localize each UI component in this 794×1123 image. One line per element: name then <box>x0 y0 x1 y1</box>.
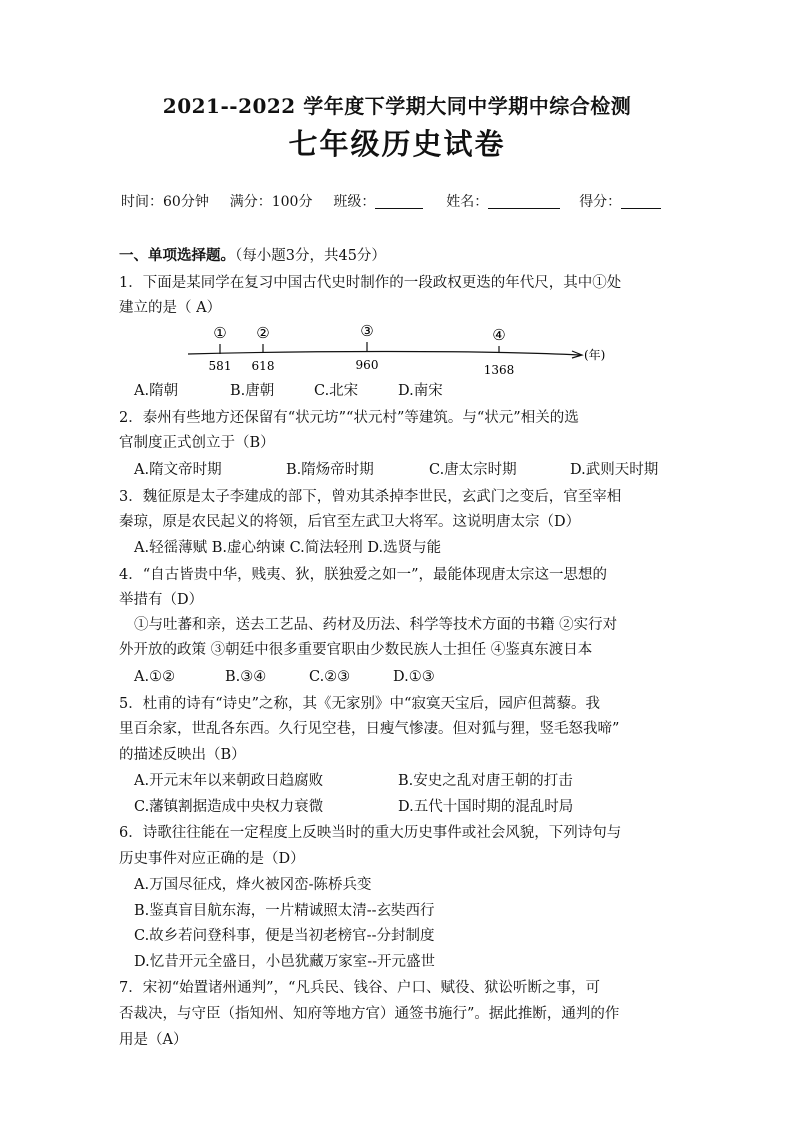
timeline-year: 1368 <box>483 363 515 377</box>
option: A.隋文帝时期 <box>134 462 222 478</box>
q1-line1: 1．下面是某同学在复习中国古代史时制作的一段政权更迭的年代尺，其中①处 <box>119 275 622 291</box>
score-blank <box>621 194 661 209</box>
q5-line3: 的描述反映出（B） <box>119 747 246 763</box>
class-label: 班级： <box>333 194 376 210</box>
q6-option: B.鉴真盲目航东海，一片精诚照太清--玄奘西行 <box>134 903 435 919</box>
section-heading <box>119 246 679 266</box>
q6-option: D.忆昔开元全盛日，小邑犹藏万家室--开元盛世 <box>134 954 436 970</box>
timeline-marker-label: ① <box>213 324 227 342</box>
name-blank <box>488 194 560 209</box>
option: D.南宋 <box>398 383 443 399</box>
option: D.①③ <box>393 669 435 685</box>
q3-line1: 3．魏征原是太子李建成的部下，曾劝其杀掉李世民，玄武门之变后，官至宰相 <box>119 489 622 505</box>
section-note: （每小题3分，共45分） <box>235 248 386 264</box>
timeline-unit: (年) <box>584 348 606 362</box>
timeline-axis <box>188 352 580 356</box>
option: C.②③ <box>309 669 351 685</box>
option: B.安史之乱对唐王朝的打击 <box>398 773 573 789</box>
q5-options-row2 <box>134 797 694 817</box>
exam-info-row <box>121 191 681 211</box>
option: A.开元末年以来朝政日趋腐败 <box>134 773 324 789</box>
section-title: 一、单项选择题。 <box>119 247 235 264</box>
q6-option: C.故乡若问登科事，便是当初老榜官--分封制度 <box>134 928 435 944</box>
q4-line3: ①与吐蕃和亲，送去工艺品、药材及历法、科学等技术方面的书籍 ②实行对 <box>134 617 618 633</box>
q4-line1: 4．“自古皆贵中华，贱夷、狄，朕独爱之如一”，最能体现唐太宗这一思想的 <box>119 567 608 583</box>
timeline-marker-label: ③ <box>360 322 374 340</box>
time-limit: 时间：60分钟 <box>121 194 209 210</box>
option: D.五代十国时期的混乱时局 <box>398 799 574 815</box>
timeline-marker-label: ④ <box>492 326 506 344</box>
option: A.①② <box>134 669 176 685</box>
option: B.③④ <box>225 669 267 685</box>
option: C.藩镇割据造成中央权力衰微 <box>134 799 324 815</box>
name-label: 姓名： <box>446 194 489 210</box>
q2-options <box>134 460 694 480</box>
q7-line1: 7．宋初“始置诸州通判”，“凡兵民、钱谷、户口、赋役、狱讼听断之事，可 <box>119 980 600 996</box>
q7-line3: 用是（A） <box>119 1032 188 1048</box>
score-label: 得分： <box>579 194 622 210</box>
q2-line2: 官制度正式创立于（B） <box>119 435 275 451</box>
timeline-year: 960 <box>355 358 379 372</box>
q4-line2: 举措有（D） <box>119 592 204 608</box>
q4-line4: 外开放的政策 ③朝廷中很多重要官职由少数民族人士担任 ④鉴真东渡日本 <box>119 642 593 658</box>
q7-line2: 否裁决，与守臣（指知州、知府等地方官）通签书施行”。据此推断，通判的作 <box>119 1006 620 1022</box>
q3-options: A.轻徭薄赋 B.虚心纳谏 C.简法轻刑 D.选贤与能 <box>134 540 442 556</box>
q1-line2: 建立的是（ A） <box>119 300 222 316</box>
option: D.武则天时期 <box>570 462 659 478</box>
timeline-marker <box>209 324 232 373</box>
q4-options <box>134 667 694 687</box>
q5-options-row1 <box>134 771 694 791</box>
option: B.唐朝 <box>230 383 275 399</box>
total-score: 满分：100分 <box>229 194 313 210</box>
timeline-marker <box>356 322 379 372</box>
q6-line1: 6．诗歌往往能在一定程度上反映当时的重大历史事件或社会风貌，下列诗句与 <box>119 825 622 841</box>
q5-line1: 5．杜甫的诗有“诗史”之称，其《无家别》中“寂寞天宝后，园庐但蒿藜。我 <box>119 696 600 712</box>
timeline-marker <box>484 326 515 377</box>
q2-line1: 2．泰州有些地方还保留有“状元坊”“状元村”等建筑。与“状元”相关的选 <box>119 410 579 426</box>
timeline-marker <box>252 324 275 373</box>
class-blank <box>375 194 423 209</box>
option: C.北宋 <box>314 383 359 399</box>
option: B.隋炀帝时期 <box>286 462 374 478</box>
q1-options <box>134 381 694 401</box>
timeline-year: 618 <box>251 359 275 373</box>
q3-line2: 秦琼，原是农民起义的将领，后官至左武卫大将军。这说明唐太宗（D） <box>119 514 581 530</box>
q6-option: A.万国尽征戍，烽火被冈峦-陈桥兵变 <box>134 877 372 893</box>
exam-title: 2021--2022 学年度下学期大同中学期中综合检测 <box>162 94 632 118</box>
timeline-year: 581 <box>208 359 232 373</box>
q6-line2: 历史事件对应正确的是（D） <box>119 851 305 867</box>
q5-line2: 里百余家，世乱各东西。久行见空巷，日瘦气惨凄。但对狐与狸，竖毛怒我啼” <box>119 721 620 737</box>
timeline-marker-label: ② <box>256 324 270 342</box>
exam-subtitle: 七年级历史试卷 <box>288 127 506 161</box>
option: A.隋朝 <box>134 383 179 399</box>
timeline-chart <box>180 318 620 378</box>
option: C.唐太宗时期 <box>429 462 517 478</box>
